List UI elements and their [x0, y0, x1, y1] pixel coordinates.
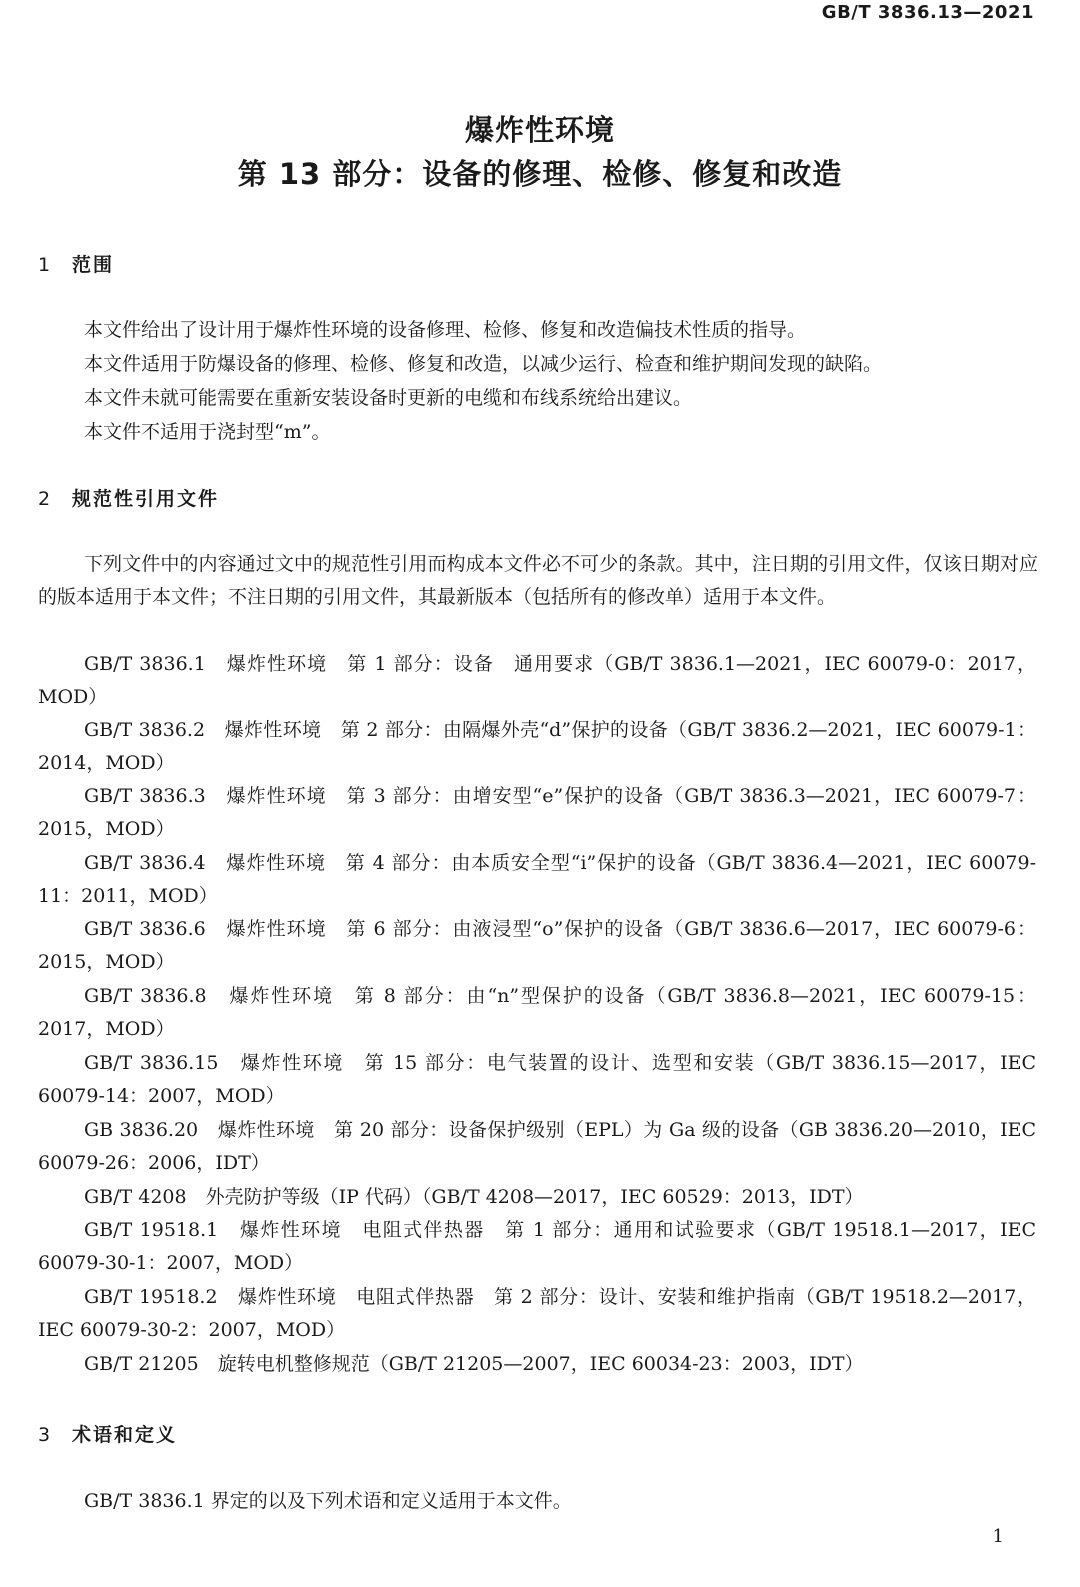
section-title: 范围 — [72, 254, 115, 276]
section-heading-terms-definitions — [38, 1420, 177, 1447]
reference-entry: GB/T 3836.4 爆炸性环境 第 4 部分：由本质安全型“i”保护的设备（GB/T 3836.4—2021，IEC 60079-11：2011，MOD） — [38, 852, 1036, 907]
reference-entry: GB/T 19518.1 爆炸性环境 电阻式伴热器 第 1 部分：通用和试验要求（GB/T 19518.1—2017，IEC 60079-30-1：2007，MOD） — [38, 1219, 1036, 1274]
reference-entry: GB/T 3836.15 爆炸性环境 第 15 部分：电气装置的设计、选型和安装（GB/T 3836.15—2017，IEC 60079-14：2007，MOD） — [38, 1052, 1036, 1107]
section-heading-scope — [38, 250, 114, 277]
reference-entry: GB/T 3836.1 爆炸性环境 第 1 部分：设备 通用要求（GB/T 3836.1—2021，IEC 60079-0：2017，MOD） — [38, 653, 1036, 708]
reference-entry: GB 3836.20 爆炸性环境 第 20 部分：设备保护级别（EPL）为 Ga 级的设备（GB 3836.20—2010，IEC 60079-26：2006，IDT） — [38, 1119, 1036, 1174]
references-intro: 下列文件中的内容通过文中的规范性引用而构成本文件必不可少的条款。其中，注日期的引用文件，仅该日期对应的版本适用于本文件；不注日期的引用文件，其最新版本（包括所有的修改单）适用于本文件。 — [38, 553, 1038, 608]
section-title: 规范性引用文件 — [72, 488, 220, 510]
section-number: 2 — [38, 488, 53, 510]
reference-entry: GB/T 3836.2 爆炸性环境 第 2 部分：由隔爆外壳“d”保护的设备（GB/T 3836.2—2021，IEC 60079-1：2014，MOD） — [38, 719, 1036, 774]
section-title: 术语和定义 — [72, 1424, 178, 1446]
terms-paragraph: GB/T 3836.1 界定的以及下列术语和定义适用于本文件。 — [84, 1490, 572, 1512]
document-title-line2: 第 13 部分：设备的修理、检修、修复和改造 — [237, 157, 843, 191]
reference-entry: GB/T 21205 旋转电机整修规范（GB/T 21205—2007，IEC 60034-23：2003，IDT） — [84, 1353, 864, 1375]
section-number: 1 — [38, 254, 53, 276]
reference-entry: GB/T 3836.6 爆炸性环境 第 6 部分：由液浸型“o”保护的设备（GB/T 3836.6—2017，IEC 60079-6：2015，MOD） — [38, 918, 1036, 973]
standard-code: GB/T 3836.13—2021 — [821, 2, 1034, 23]
reference-entry: GB/T 3836.3 爆炸性环境 第 3 部分：由增安型“e”保护的设备（GB/T 3836.3—2021，IEC 60079-7：2015，MOD） — [38, 785, 1036, 840]
scope-paragraph: 本文件给出了设计用于爆炸性环境的设备修理、检修、修复和改造偏技术性质的指导。 — [84, 319, 807, 341]
document-title-line1: 爆炸性环境 — [464, 113, 615, 147]
section-heading-normative-references — [38, 484, 219, 511]
scope-paragraph: 本文件适用于防爆设备的修理、检修、修复和改造，以减少运行、检查和维护期间发现的缺陷。 — [84, 353, 883, 375]
reference-entry: GB/T 19518.2 爆炸性环境 电阻式伴热器 第 2 部分：设计、安装和维护指南（GB/T 19518.2—2017，IEC 60079-30-2：2007，MOD） — [38, 1286, 1036, 1341]
scope-paragraph: 本文件未就可能需要在重新安装设备时更新的电缆和布线系统给出建议。 — [84, 387, 693, 409]
page-number: 1 — [992, 1526, 1004, 1547]
scope-paragraph: 本文件不适用于浇封型“m”。 — [84, 421, 331, 443]
reference-entry: GB/T 3836.8 爆炸性环境 第 8 部分：由“n”型保护的设备（GB/T 3836.8—2021，IEC 60079-15：2017，MOD） — [38, 985, 1036, 1040]
section-number: 3 — [38, 1424, 53, 1446]
reference-entry: GB/T 4208 外壳防护等级（IP 代码）（GB/T 4208—2017，IEC 60529：2013，IDT） — [84, 1186, 864, 1208]
